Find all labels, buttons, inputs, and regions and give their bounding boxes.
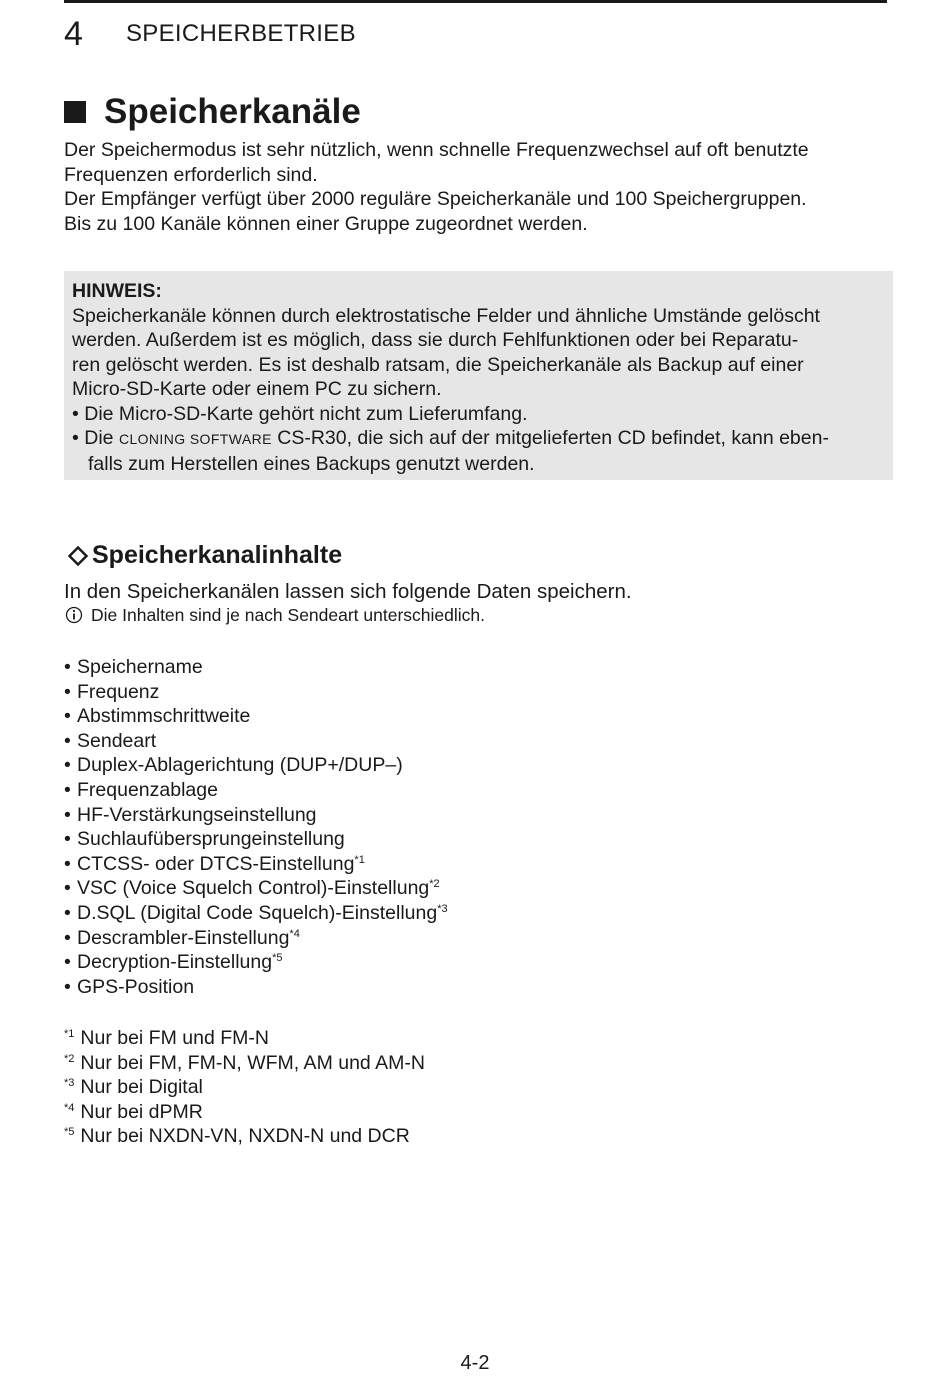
footnote-item — [64, 1051, 425, 1076]
chapter-title: SPEICHERBETRIEB — [126, 20, 356, 47]
bullet-icon: • — [64, 926, 71, 949]
list-item-text: Frequenzablage — [77, 778, 218, 801]
bullet-icon: • — [64, 656, 71, 678]
list-item-text: Descrambler-Einstellung — [77, 926, 290, 949]
list-item-text: Sendeart — [77, 729, 157, 752]
diamond-icon — [64, 542, 92, 570]
list-item — [64, 753, 448, 778]
subsection-heading — [64, 541, 342, 570]
footnote-item — [64, 1100, 425, 1125]
footnote-mark: *5 — [64, 1126, 75, 1139]
list-item — [64, 827, 448, 852]
note-line: werden. Außerdem ist es möglich, dass sie durch Fehlfunktionen oder bei Reparatu- — [72, 329, 799, 351]
bullet-icon: • — [64, 975, 71, 998]
note-bullet-text: Die Micro-SD-Karte gehört nicht zum Lieferumfang. — [84, 402, 528, 425]
list-item — [64, 803, 448, 828]
note-bullet-continuation: falls zum Herstellen eines Backups genutzt werden. — [88, 452, 535, 475]
bullet-icon: • — [64, 901, 71, 924]
note-line: Speicherkanäle können durch elektrostatische Felder und ähnliche Umstände gelöscht — [72, 304, 820, 327]
bullet-icon: • — [64, 803, 71, 826]
subsection-title: Speicherkanalinhalte — [92, 541, 343, 569]
list-item — [64, 655, 448, 680]
list-item-text: HF-Verstärkungseinstellung — [77, 803, 317, 826]
list-item — [64, 901, 448, 926]
list-item-text: Suchlaufübersprungeinstellung — [77, 828, 345, 851]
list-item-text: Duplex-Ablagerichtung (DUP+/DUP–) — [77, 754, 403, 777]
footnote-text: Nur bei FM und FM-N — [80, 1027, 269, 1049]
footnote-ref: *1 — [354, 853, 365, 866]
footnote-mark: *2 — [64, 1052, 75, 1065]
bullet-icon: • — [64, 705, 71, 728]
list-item — [64, 729, 448, 754]
black-square-icon — [64, 101, 86, 123]
section-heading — [64, 92, 361, 132]
note-bullet: • Die CLONING SOFTWARE CS-R30, die sich auf der mitgelieferten CD befindet, kann eben- — [72, 427, 829, 449]
note-title: HINWEIS: — [72, 280, 162, 302]
footnote-text: Nur bei FM, FM-N, WFM, AM und AM-N — [80, 1051, 425, 1074]
list-item-text: GPS-Position — [77, 975, 195, 998]
footnote-item — [64, 1026, 425, 1051]
page-number-text: 4-2 — [460, 1352, 490, 1374]
note-box — [64, 271, 893, 480]
note-bullet: • Die Micro-SD-Karte gehört nicht zum Lieferumfang. — [72, 402, 528, 425]
note-bullet-prefix: Die — [84, 427, 119, 449]
note-line: Micro-SD-Karte oder einem PC zu sichern. — [72, 378, 442, 400]
footnote-ref: *3 — [437, 902, 448, 915]
footnote-item — [64, 1124, 425, 1149]
paragraph-line: Der Speichermodus ist sehr nützlich, wenn schnelle Frequenzwechsel auf oft benutzte — [64, 139, 809, 161]
footnote-mark: *3 — [64, 1077, 75, 1090]
footnote-ref: *5 — [272, 952, 283, 965]
footnote-list — [64, 1026, 425, 1149]
list-item-text: Abstimmschrittweite — [77, 705, 251, 728]
page-number — [0, 1352, 950, 1375]
list-item — [64, 680, 448, 705]
list-item-text: Decryption-Einstellung — [77, 951, 273, 974]
info-note — [64, 604, 485, 626]
list-item-text: D.SQL (Digital Code Squelch)-Einstellung — [77, 901, 438, 924]
list-item — [64, 975, 448, 1000]
list-item-text: Speichername — [77, 656, 203, 678]
footnote-ref: *4 — [289, 927, 300, 940]
footnote-mark: *4 — [64, 1101, 75, 1114]
bullet-icon: • — [64, 877, 71, 900]
list-item-text: Frequenz — [77, 680, 160, 703]
top-rule — [64, 0, 887, 3]
footnote-ref: *2 — [429, 878, 440, 891]
footnote-text: Nur bei NXDN-VN, NXDN-N und DCR — [80, 1125, 410, 1148]
footnote-text: Nur bei dPMR — [80, 1100, 203, 1123]
bullet-icon: • — [64, 852, 71, 875]
footnote-text: Nur bei Digital — [80, 1076, 203, 1099]
list-item — [64, 704, 448, 729]
bullet-icon: • — [64, 951, 71, 974]
list-item — [64, 852, 448, 877]
paragraph-line: Bis zu 100 Kanäle können einer Gruppe zugeordnet werden. — [64, 212, 588, 235]
memory-content-list — [64, 655, 448, 999]
list-item — [64, 926, 448, 951]
footnote-item — [64, 1075, 425, 1100]
bullet-icon: • — [64, 778, 71, 801]
footnote-mark: *1 — [64, 1028, 75, 1040]
info-circle-icon — [64, 605, 84, 625]
chapter-number: 4 — [64, 14, 83, 53]
section-title: Speicherkanäle — [104, 92, 361, 131]
list-item-text: VSC (Voice Squelch Control)-Einstellung — [77, 877, 430, 900]
info-text: Die Inhalten sind je nach Sendeart unterschiedlich. — [91, 605, 485, 625]
bullet-icon: • — [64, 828, 71, 851]
section-paragraph — [64, 138, 894, 236]
list-item — [64, 950, 448, 975]
list-item — [64, 876, 448, 901]
subsection-intro: In den Speicherkanälen lassen sich folgende Daten speichern. — [64, 580, 632, 603]
paragraph-line: Der Empfänger verfügt über 2000 reguläre Speicherkanäle und 100 Speichergruppen. — [64, 188, 807, 210]
list-item — [64, 778, 448, 803]
chapter-header — [64, 14, 356, 54]
paragraph-line: Frequenzen erforderlich sind. — [64, 163, 318, 186]
list-item-text: CTCSS- oder DTCS-Einstellung — [77, 852, 355, 875]
bullet-icon: • — [64, 729, 71, 752]
bullet-icon: • — [64, 680, 71, 703]
note-smallcaps-term: CLONING SOFTWARE — [118, 431, 272, 447]
note-line: ren gelöscht werden. Es ist deshalb ratsam, die Speicherkanäle als Backup auf einer — [72, 353, 804, 376]
bullet-icon: • — [64, 754, 71, 777]
note-bullet-text: CS-R30, die sich auf der mitgelieferten CD befindet, kann eben- — [271, 427, 829, 449]
